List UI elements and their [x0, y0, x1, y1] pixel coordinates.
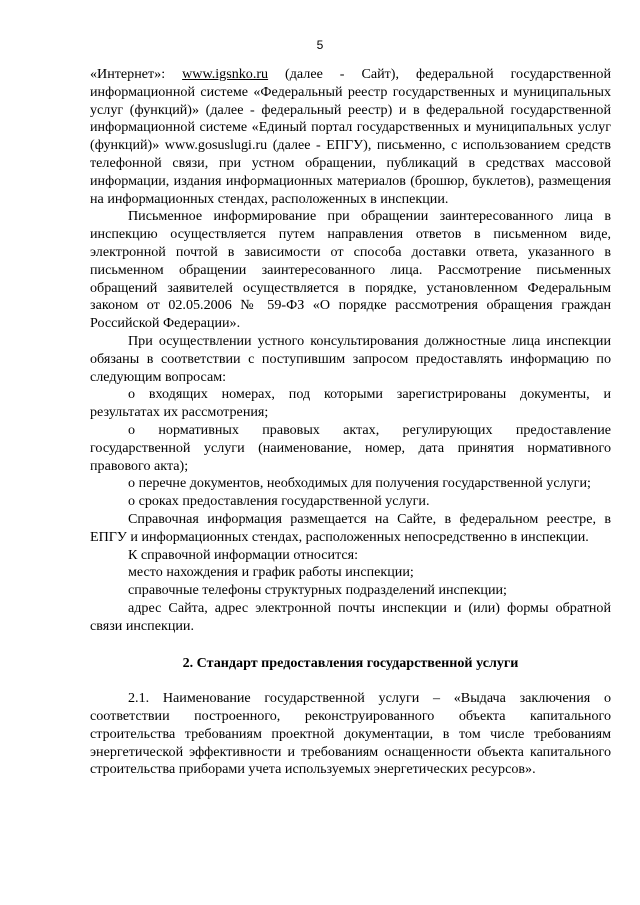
paragraph-service-name: 2.1. Наименование государственной услуги – «Выдача заключения о соответствии построенного, реконструированного объекта капитального строительства требованиям проектной документации, в том числе требованиям энергетической эффективности и требованиям оснащенности объекта капитального строительства приборами учета используемых энергетических ресурсов». [90, 690, 611, 778]
list-item-incoming-numbers: о входящих номерах, под которыми зарегистрированы документы, и результатах их рассмотрения; [90, 386, 611, 421]
paragraph-oral-consulting: При осуществлении устного консультирования должностные лица инспекции обязаны в соответствии с поступившим запросом предоставлять информацию по следующим вопросам: [90, 332, 611, 385]
list-item-site-address: адрес Сайта, адрес электронной почты инспекции и (или) формы обратной связи инспекции. [90, 599, 611, 634]
paragraph-reference-includes: К справочной информации относится: [128, 546, 359, 563]
list-item-documents: о перечне документов, необходимых для получения государственной услуги; [128, 475, 591, 492]
document-body [90, 66, 611, 779]
list-item-deadlines: о сроках предоставления государственной услуги. [128, 493, 430, 510]
list-item-location: место нахождения и график работы инспекции; [128, 564, 414, 581]
page-number: 5 [316, 38, 324, 52]
site-link[interactable]: www.igsnko.ru [182, 66, 269, 82]
paragraph-written-informing: Письменное информирование при обращении заинтересованного лица в инспекцию осуществляется путем направления ответов в письменном виде, электронной почтой в зависимости от способа доставки ответа, указанного в письменном обращении заинтересованного лица. Рассмотрение письменных обращений заявителей осуществляется в порядке, установленном Федеральным законом от 02.05.2006 № 59-ФЗ «О порядке рассмотрения обращения граждан Российской Федерации». [90, 208, 611, 332]
list-item-normative-acts: о нормативных правовых актах, регулирующих предоставление государственной услуги (наименование, номер, дата принятия нормативного правового акта); [90, 421, 611, 474]
text-segment: (далее - Сайт), федеральной государственной информационной системе «Федеральный реестр государственных и муниципальных услуг (функций)» (далее - федеральный реестр) и в федеральной государственной информационной системе «Единый портал государственных и муниципальных услуг (функций)» www.gosuslugi.ru (далее - ЕПГУ), письменно, с использованием средств телефонной связи, при устном обращении, публикаций в средствах массовой информации, издания информационных материалов (брошюр, буклетов), размещения на информационных стендах, расположенных в инспекции. [90, 66, 612, 207]
paragraph-internet-sources [90, 66, 611, 208]
list-item-phones: справочные телефоны структурных подразделений инспекции; [128, 582, 507, 599]
text-segment: «Интернет»: [90, 66, 183, 82]
paragraph-reference-info: Справочная информация размещается на Сайте, в федеральном реестре, в ЕПГУ и информационных стендах, расположенных непосредственно в инспекции. [90, 510, 611, 545]
section-heading: 2. Стандарт предоставления государственной услуги [182, 654, 519, 671]
